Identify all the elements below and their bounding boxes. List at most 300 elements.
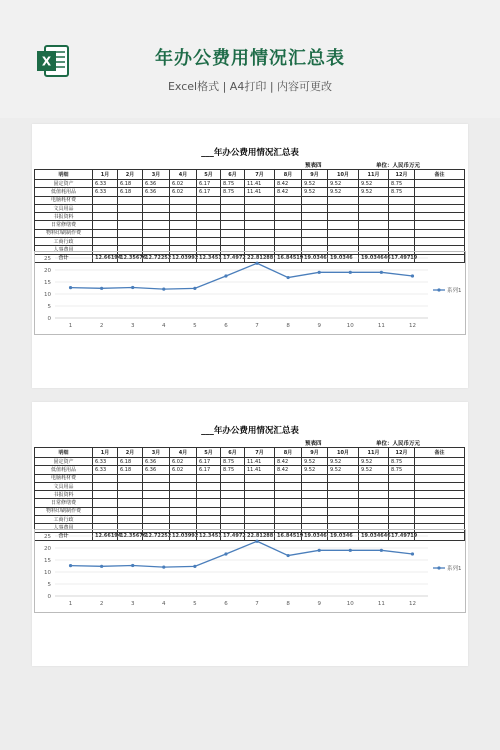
x-tick-label: 7 bbox=[255, 601, 259, 607]
table-cell bbox=[143, 196, 170, 204]
x-tick-label: 9 bbox=[317, 323, 321, 329]
table-cell bbox=[143, 507, 170, 515]
table-cell bbox=[359, 221, 389, 229]
table-cell bbox=[93, 516, 118, 524]
table-cell bbox=[118, 204, 143, 212]
total-cell: 12.66194 bbox=[93, 532, 118, 540]
column-header: 4月 bbox=[170, 170, 197, 180]
data-point bbox=[100, 565, 103, 568]
table-cell: 9.52 bbox=[359, 458, 389, 466]
total-cell: 12.3451 bbox=[197, 254, 221, 262]
table-cell bbox=[415, 491, 465, 499]
x-tick-label: 7 bbox=[255, 323, 259, 329]
table-cell: 6.33 bbox=[93, 466, 118, 474]
total-label: 合计 bbox=[35, 254, 93, 262]
table-cell bbox=[359, 238, 389, 246]
table-cell bbox=[93, 238, 118, 246]
table-cell: 6.02 bbox=[170, 188, 197, 196]
table-cell: 8.75 bbox=[389, 466, 415, 474]
row-label: 工商行政 bbox=[35, 516, 93, 524]
spreadsheet-preview bbox=[32, 124, 468, 388]
sheet-meta-left: 预表四 bbox=[305, 163, 322, 169]
table-cell bbox=[389, 491, 415, 499]
table-cell: 6.33 bbox=[93, 188, 118, 196]
table-cell bbox=[197, 516, 221, 524]
table-cell bbox=[197, 482, 221, 490]
table-cell bbox=[197, 499, 221, 507]
table-row bbox=[35, 238, 465, 246]
page-title: 年办公费用情况汇总表 bbox=[155, 48, 345, 69]
table-cell bbox=[118, 196, 143, 204]
sheet-meta-unit: 单位：人民币万元 bbox=[376, 441, 421, 447]
x-tick-label: 3 bbox=[130, 323, 135, 329]
table-cell: 11.41 bbox=[245, 180, 275, 188]
total-cell: 19.0346 bbox=[302, 532, 328, 540]
column-header: 5月 bbox=[197, 448, 221, 458]
table-cell bbox=[415, 482, 465, 490]
table-row bbox=[35, 466, 465, 474]
table-cell: 9.52 bbox=[328, 466, 359, 474]
table-cell: 9.52 bbox=[359, 466, 389, 474]
table-cell bbox=[143, 474, 170, 482]
table-cell bbox=[197, 238, 221, 246]
table-cell bbox=[302, 499, 328, 507]
table-cell: 6.18 bbox=[118, 466, 143, 474]
y-tick-label: 10 bbox=[44, 570, 51, 576]
table-cell bbox=[328, 221, 359, 229]
total-cell: 19.034646 bbox=[359, 532, 389, 540]
total-cell: 12.66194 bbox=[93, 254, 118, 262]
column-header: 12月 bbox=[389, 448, 415, 458]
table-cell bbox=[245, 516, 275, 524]
table-cell: 6.36 bbox=[143, 180, 170, 188]
table-cell bbox=[170, 238, 197, 246]
table-cell bbox=[359, 196, 389, 204]
table-cell bbox=[118, 474, 143, 482]
table-cell bbox=[328, 238, 359, 246]
table-cell bbox=[170, 482, 197, 490]
table-cell bbox=[415, 213, 465, 221]
row-label: 文具用品 bbox=[35, 482, 93, 490]
table-cell: 6.17 bbox=[197, 188, 221, 196]
x-tick-label: 10 bbox=[346, 601, 354, 607]
table-cell: 9.52 bbox=[359, 180, 389, 188]
total-cell: 17.49719 bbox=[389, 532, 415, 540]
total-label: 合计 bbox=[35, 532, 93, 540]
data-point bbox=[255, 262, 258, 265]
table-cell: 6.33 bbox=[93, 458, 118, 466]
table-cell bbox=[328, 213, 359, 221]
table-row bbox=[35, 474, 465, 482]
data-point bbox=[100, 287, 103, 290]
x-tick-label: 8 bbox=[286, 601, 290, 607]
table-cell bbox=[415, 188, 465, 196]
table-cell bbox=[415, 507, 465, 515]
data-point bbox=[380, 549, 383, 552]
table-cell bbox=[302, 516, 328, 524]
table-cell: 9.52 bbox=[359, 188, 389, 196]
column-header: 6月 bbox=[221, 448, 245, 458]
series-line bbox=[71, 541, 413, 567]
table-cell bbox=[415, 196, 465, 204]
total-cell: 12.03992 bbox=[170, 532, 197, 540]
page-subtitle: Excel格式 | A4打印 | 内容可更改 bbox=[167, 80, 333, 93]
data-point bbox=[411, 274, 414, 277]
table-cell bbox=[245, 221, 275, 229]
column-header: 5月 bbox=[197, 170, 221, 180]
column-header: 6月 bbox=[221, 170, 245, 180]
table-cell bbox=[245, 213, 275, 221]
table-cell bbox=[328, 516, 359, 524]
legend-label: 系列1 bbox=[447, 288, 462, 294]
row-label: 电脑耗材费 bbox=[35, 474, 93, 482]
table-cell bbox=[118, 482, 143, 490]
table-cell bbox=[415, 458, 465, 466]
table-cell bbox=[93, 482, 118, 490]
column-header: 11月 bbox=[359, 448, 389, 458]
x-tick-label: 3 bbox=[130, 601, 135, 607]
table-cell bbox=[389, 238, 415, 246]
y-tick-label: 5 bbox=[47, 582, 51, 588]
table-cell bbox=[221, 213, 245, 221]
table-cell bbox=[143, 221, 170, 229]
x-tick-label: 6 bbox=[224, 323, 228, 329]
table-cell bbox=[170, 196, 197, 204]
table-cell bbox=[93, 507, 118, 515]
table-cell bbox=[359, 204, 389, 212]
total-cell: 12.35676 bbox=[118, 532, 143, 540]
table-cell bbox=[170, 516, 197, 524]
table-cell bbox=[221, 221, 245, 229]
spreadsheet-preview bbox=[32, 402, 468, 666]
row-label: 人事费用 bbox=[35, 524, 93, 532]
table-cell: 8.75 bbox=[389, 458, 415, 466]
data-point bbox=[349, 549, 352, 552]
table-cell bbox=[275, 499, 302, 507]
table-row bbox=[35, 221, 465, 229]
column-header: 9月 bbox=[302, 170, 328, 180]
table-cell bbox=[389, 229, 415, 237]
table-cell bbox=[389, 221, 415, 229]
table-cell bbox=[275, 238, 302, 246]
row-label: 日常修缮费 bbox=[35, 499, 93, 507]
data-point bbox=[193, 565, 196, 568]
sheet-title: ___年办公费用情况汇总表 bbox=[201, 426, 299, 436]
data-point bbox=[349, 271, 352, 274]
table-cell bbox=[328, 196, 359, 204]
table-cell bbox=[328, 204, 359, 212]
column-header: 2月 bbox=[118, 448, 143, 458]
table-header-row bbox=[35, 170, 465, 180]
table-cell bbox=[93, 499, 118, 507]
table-row bbox=[35, 180, 465, 188]
table-cell bbox=[389, 499, 415, 507]
table-cell bbox=[302, 482, 328, 490]
x-tick-label: 2 bbox=[99, 601, 104, 607]
data-point bbox=[318, 549, 321, 552]
table-row bbox=[35, 516, 465, 524]
table-cell bbox=[328, 482, 359, 490]
table-cell: 6.17 bbox=[197, 180, 221, 188]
table-cell: 9.52 bbox=[328, 180, 359, 188]
table-cell: 6.17 bbox=[197, 466, 221, 474]
table-cell: 8.42 bbox=[275, 458, 302, 466]
table-cell: 8.42 bbox=[275, 466, 302, 474]
total-cell: 17.4972 bbox=[221, 532, 245, 540]
table-cell bbox=[302, 196, 328, 204]
data-point bbox=[69, 286, 72, 289]
legend-marker bbox=[437, 288, 440, 291]
table-cell: 8.75 bbox=[221, 458, 245, 466]
y-tick-label: 10 bbox=[44, 292, 51, 298]
table-cell bbox=[302, 213, 328, 221]
table-row bbox=[35, 188, 465, 196]
table-cell: 6.18 bbox=[118, 180, 143, 188]
total-cell: 19.0346 bbox=[328, 532, 359, 540]
table-cell bbox=[302, 491, 328, 499]
column-header: 明细 bbox=[35, 170, 93, 180]
table-row bbox=[35, 204, 465, 212]
table-cell bbox=[143, 213, 170, 221]
table-cell bbox=[415, 238, 465, 246]
table-cell: 6.33 bbox=[93, 180, 118, 188]
data-point bbox=[162, 566, 165, 569]
table-cell: 6.36 bbox=[143, 466, 170, 474]
table-cell bbox=[328, 474, 359, 482]
table-cell bbox=[415, 229, 465, 237]
row-label: 低值耗用品 bbox=[35, 188, 93, 196]
data-point bbox=[69, 564, 72, 567]
column-header: 8月 bbox=[275, 170, 302, 180]
table-cell bbox=[275, 474, 302, 482]
x-tick-label: 4 bbox=[162, 323, 166, 329]
data-point bbox=[224, 274, 227, 277]
total-cell: 16.84519 bbox=[275, 254, 302, 262]
table-cell bbox=[170, 474, 197, 482]
table-cell: 8.42 bbox=[275, 180, 302, 188]
row-label: 物料印刷制作费 bbox=[35, 229, 93, 237]
y-tick-label: 25 bbox=[44, 256, 51, 262]
table-cell bbox=[170, 204, 197, 212]
row-label: 电脑耗材费 bbox=[35, 196, 93, 204]
table-cell: 9.52 bbox=[302, 180, 328, 188]
total-cell: 19.0346 bbox=[328, 254, 359, 262]
column-header: 11月 bbox=[359, 170, 389, 180]
table-cell bbox=[170, 499, 197, 507]
data-point bbox=[131, 564, 134, 567]
table-cell bbox=[359, 507, 389, 515]
table-cell bbox=[389, 516, 415, 524]
x-tick-label: 5 bbox=[193, 601, 197, 607]
table-row bbox=[35, 499, 465, 507]
table-cell: 6.02 bbox=[170, 180, 197, 188]
y-tick-label: 25 bbox=[44, 534, 51, 540]
table-cell bbox=[302, 229, 328, 237]
data-point bbox=[287, 276, 290, 279]
table-cell: 6.18 bbox=[118, 458, 143, 466]
table-cell bbox=[275, 482, 302, 490]
y-tick-label: 15 bbox=[44, 558, 51, 564]
table-cell bbox=[221, 238, 245, 246]
total-cell: 17.4972 bbox=[221, 254, 245, 262]
y-tick-label: 15 bbox=[44, 280, 51, 286]
table-cell bbox=[170, 213, 197, 221]
column-header: 3月 bbox=[143, 170, 170, 180]
table-cell bbox=[245, 491, 275, 499]
column-header: 备注 bbox=[415, 448, 465, 458]
table-cell bbox=[245, 499, 275, 507]
table-cell bbox=[275, 491, 302, 499]
column-header: 1月 bbox=[93, 170, 118, 180]
table-cell: 6.17 bbox=[197, 458, 221, 466]
table-cell bbox=[389, 507, 415, 515]
series-line bbox=[71, 263, 413, 289]
row-label: 固定资产 bbox=[35, 458, 93, 466]
table-cell bbox=[302, 474, 328, 482]
table-cell bbox=[415, 204, 465, 212]
x-tick-label: 1 bbox=[68, 323, 73, 329]
row-label: 日常修缮费 bbox=[35, 221, 93, 229]
column-header: 3月 bbox=[143, 448, 170, 458]
table-row bbox=[35, 507, 465, 515]
table-cell bbox=[389, 482, 415, 490]
total-cell: 12.72252 bbox=[143, 254, 170, 262]
table-cell bbox=[170, 221, 197, 229]
table-cell bbox=[221, 491, 245, 499]
table-cell bbox=[359, 213, 389, 221]
table-cell bbox=[245, 507, 275, 515]
x-tick-label: 2 bbox=[99, 323, 104, 329]
column-header: 9月 bbox=[302, 448, 328, 458]
table-cell bbox=[221, 482, 245, 490]
table-cell: 9.52 bbox=[328, 188, 359, 196]
table-cell bbox=[389, 213, 415, 221]
column-header: 备注 bbox=[415, 170, 465, 180]
column-header: 2月 bbox=[118, 170, 143, 180]
table-cell bbox=[245, 196, 275, 204]
table-cell bbox=[245, 204, 275, 212]
table-cell bbox=[118, 507, 143, 515]
table-row bbox=[35, 229, 465, 237]
table-cell bbox=[389, 196, 415, 204]
table-row bbox=[35, 196, 465, 204]
table-cell bbox=[118, 491, 143, 499]
table-cell bbox=[221, 516, 245, 524]
table-cell bbox=[275, 221, 302, 229]
table-cell: 9.52 bbox=[302, 466, 328, 474]
expense-line-chart bbox=[34, 251, 466, 335]
expense-table bbox=[34, 447, 465, 541]
column-header: 10月 bbox=[328, 448, 359, 458]
table-cell bbox=[221, 507, 245, 515]
sheet-meta-unit: 单位：人民币万元 bbox=[376, 163, 421, 169]
table-cell bbox=[221, 196, 245, 204]
table-cell bbox=[328, 229, 359, 237]
table-cell bbox=[170, 229, 197, 237]
table-cell bbox=[275, 507, 302, 515]
x-tick-label: 6 bbox=[224, 601, 228, 607]
legend-label: 系列1 bbox=[447, 566, 462, 572]
expense-table bbox=[34, 169, 465, 263]
total-cell: 19.034646 bbox=[359, 254, 389, 262]
row-label: 文具用品 bbox=[35, 204, 93, 212]
table-cell bbox=[359, 474, 389, 482]
table-cell bbox=[221, 474, 245, 482]
table-cell bbox=[93, 491, 118, 499]
table-cell bbox=[197, 196, 221, 204]
table-cell bbox=[275, 204, 302, 212]
sheet-title: ___年办公费用情况汇总表 bbox=[201, 148, 299, 158]
total-cell: 16.84519 bbox=[275, 532, 302, 540]
table-cell: 11.41 bbox=[245, 466, 275, 474]
table-cell bbox=[118, 221, 143, 229]
y-tick-label: 0 bbox=[47, 316, 51, 322]
table-cell bbox=[197, 213, 221, 221]
table-cell bbox=[245, 238, 275, 246]
table-row bbox=[35, 482, 465, 490]
column-header: 1月 bbox=[93, 448, 118, 458]
table-cell: 8.75 bbox=[221, 188, 245, 196]
data-point bbox=[380, 271, 383, 274]
x-tick-label: 12 bbox=[408, 323, 416, 329]
table-cell: 8.75 bbox=[389, 180, 415, 188]
column-header: 8月 bbox=[275, 448, 302, 458]
table-cell bbox=[359, 482, 389, 490]
column-header: 4月 bbox=[170, 448, 197, 458]
table-cell bbox=[197, 204, 221, 212]
table-cell bbox=[389, 204, 415, 212]
x-tick-label: 1 bbox=[68, 601, 73, 607]
total-cell: 22.81288 bbox=[245, 254, 275, 262]
table-cell bbox=[275, 229, 302, 237]
y-tick-label: 20 bbox=[44, 268, 51, 274]
table-cell: 6.02 bbox=[170, 458, 197, 466]
table-cell bbox=[302, 221, 328, 229]
table-cell bbox=[197, 221, 221, 229]
table-cell bbox=[93, 204, 118, 212]
data-point bbox=[162, 288, 165, 291]
table-cell bbox=[93, 221, 118, 229]
data-point bbox=[255, 540, 258, 543]
table-cell bbox=[275, 516, 302, 524]
table-cell bbox=[415, 499, 465, 507]
row-label: 书报资料 bbox=[35, 491, 93, 499]
table-row bbox=[35, 213, 465, 221]
expense-line-chart bbox=[34, 529, 466, 613]
table-row bbox=[35, 458, 465, 466]
table-cell: 9.52 bbox=[302, 458, 328, 466]
table-cell bbox=[197, 229, 221, 237]
x-tick-label: 12 bbox=[408, 601, 416, 607]
table-cell: 6.36 bbox=[143, 188, 170, 196]
table-cell bbox=[118, 238, 143, 246]
table-cell: 8.75 bbox=[221, 180, 245, 188]
table-cell bbox=[275, 196, 302, 204]
table-cell: 11.41 bbox=[245, 458, 275, 466]
legend-marker bbox=[437, 566, 440, 569]
table-cell bbox=[359, 499, 389, 507]
row-label: 工商行政 bbox=[35, 238, 93, 246]
table-cell bbox=[328, 499, 359, 507]
column-header: 7月 bbox=[245, 448, 275, 458]
row-label: 人事费用 bbox=[35, 246, 93, 254]
x-tick-label: 5 bbox=[193, 323, 197, 329]
table-cell: 8.75 bbox=[221, 466, 245, 474]
column-header: 7月 bbox=[245, 170, 275, 180]
table-cell bbox=[143, 516, 170, 524]
row-label: 低值耗用品 bbox=[35, 466, 93, 474]
data-point bbox=[411, 552, 414, 555]
